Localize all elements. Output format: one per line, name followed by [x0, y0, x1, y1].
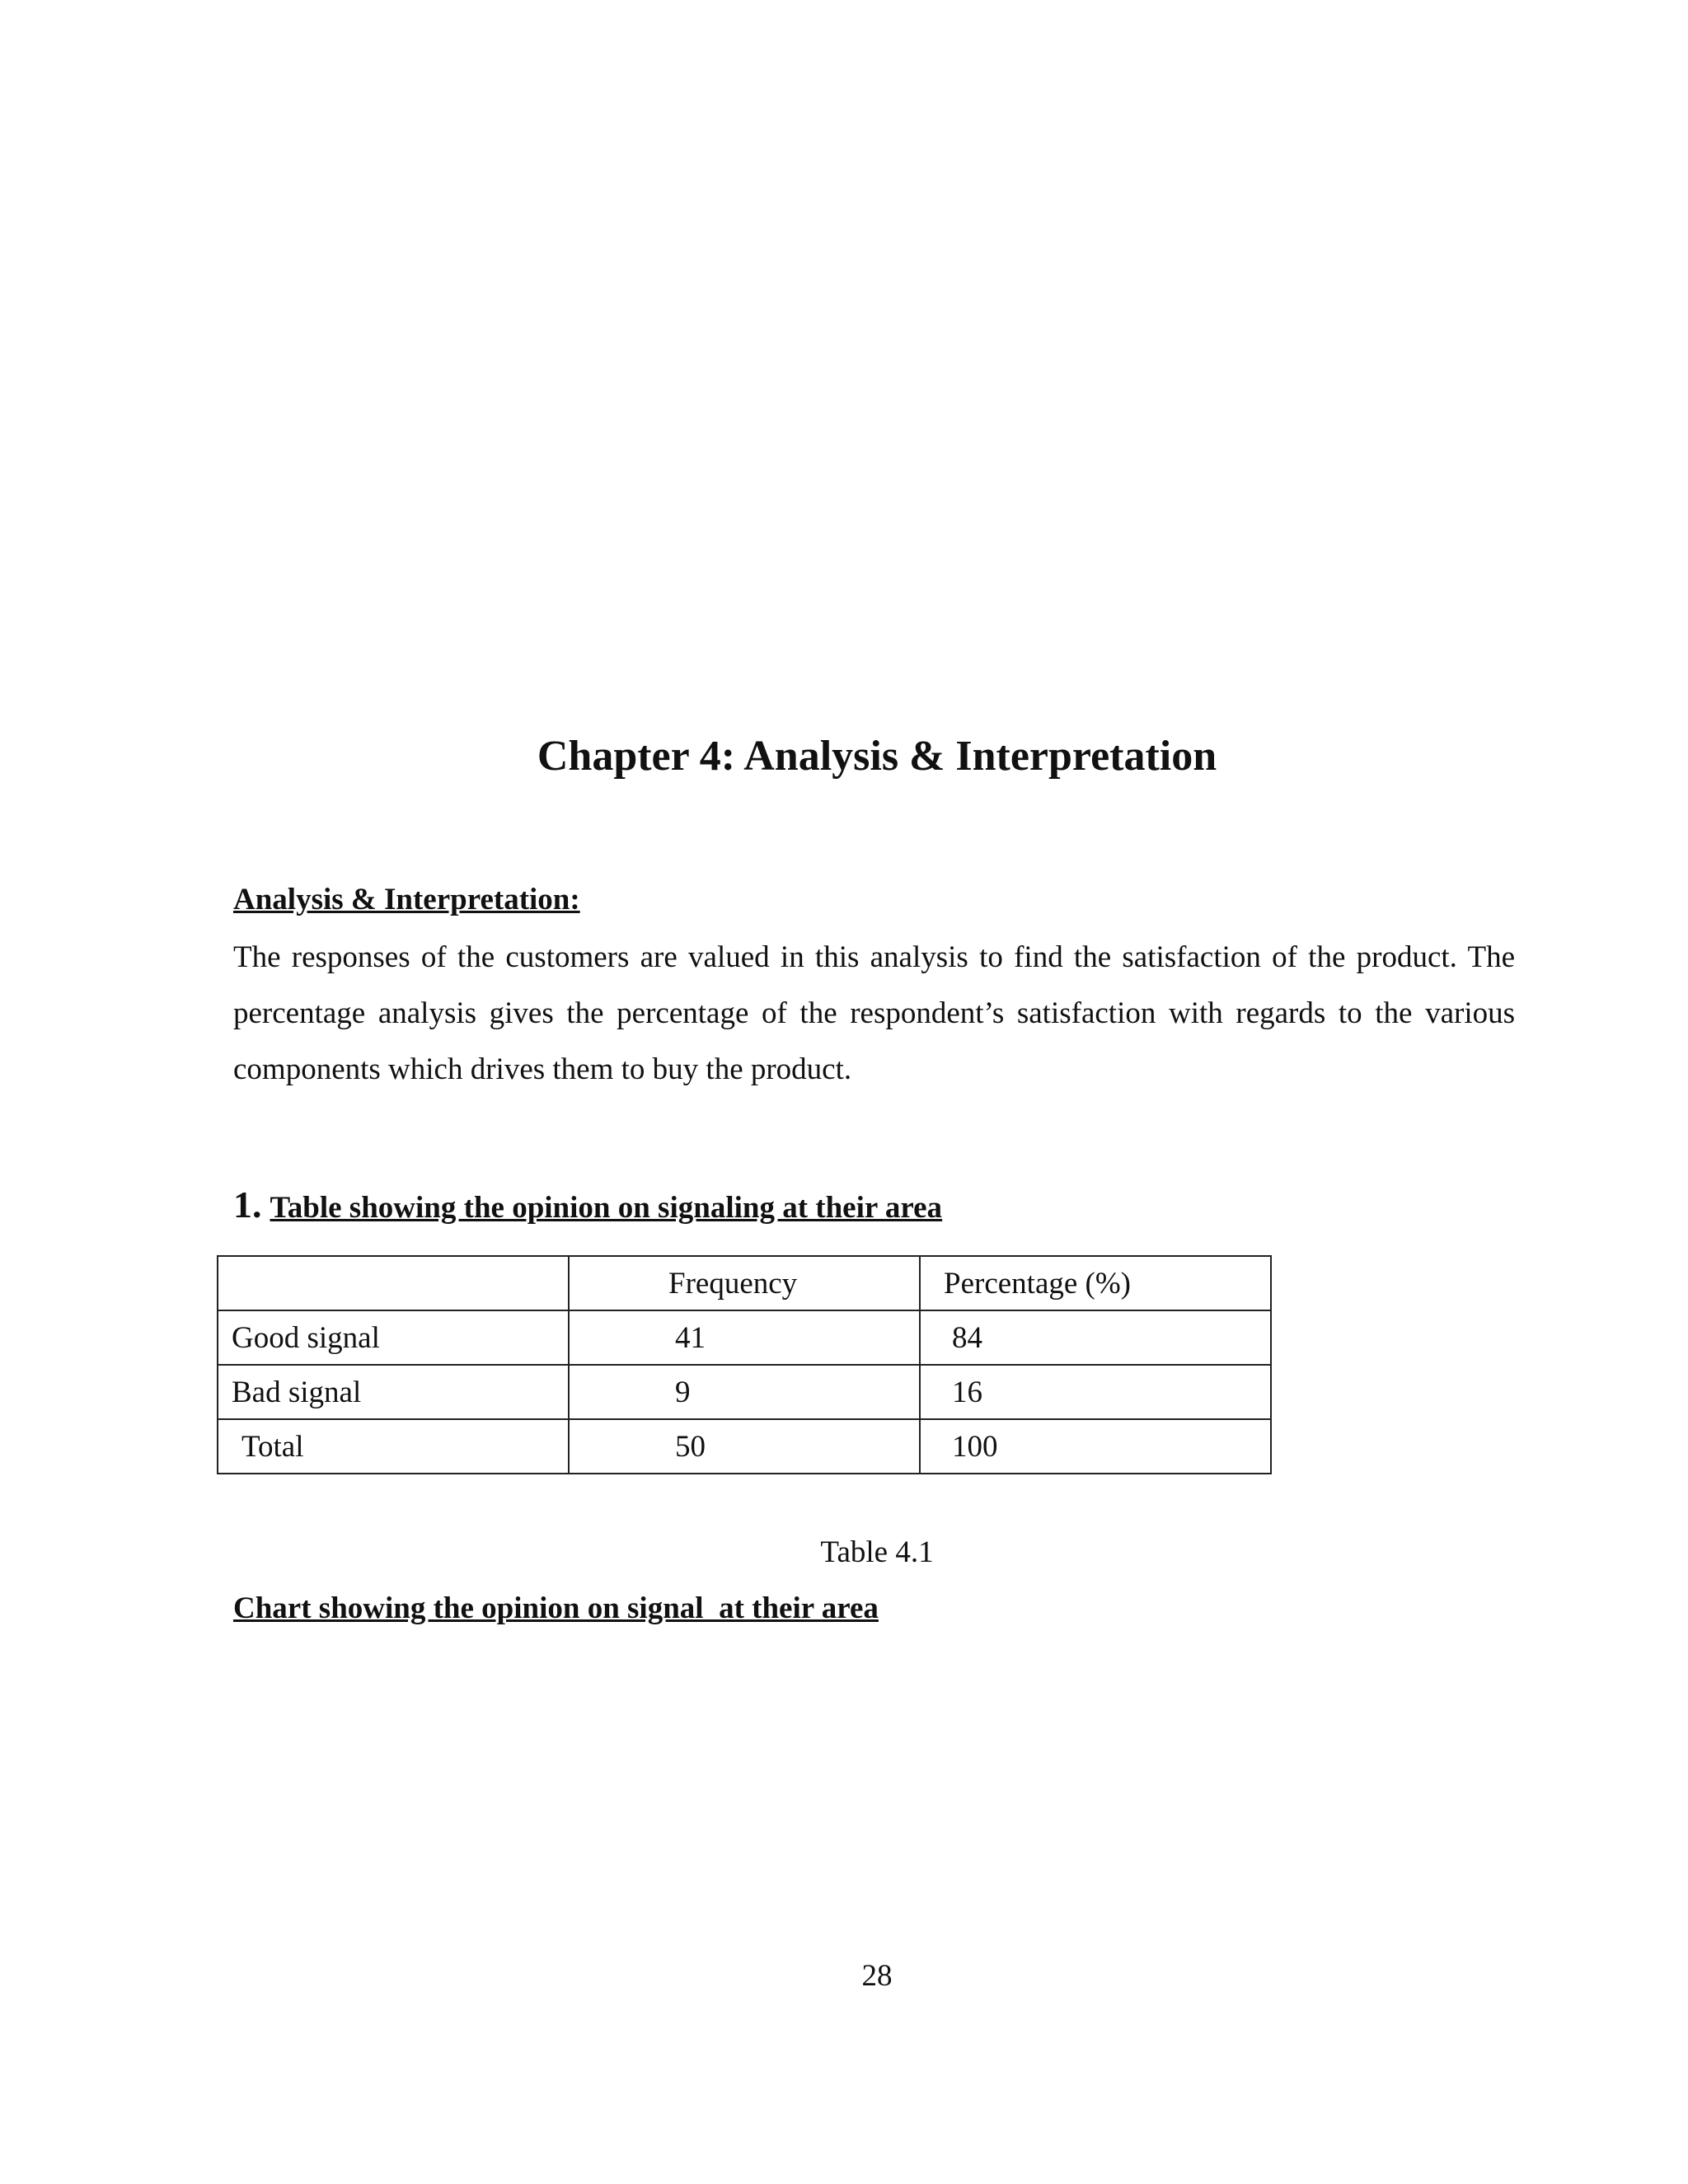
section-heading: Analysis & Interpretation:: [233, 883, 580, 916]
table-heading: [233, 1180, 1515, 1239]
table-row: [218, 1419, 1271, 1474]
row-percentage: 84: [920, 1310, 1271, 1365]
item-title: Table showing the opinion on signaling at their area: [270, 1191, 943, 1225]
row-label: Good signal: [218, 1310, 569, 1365]
page-number: 28: [861, 1959, 893, 1993]
table-caption: Table 4.1: [820, 1535, 934, 1569]
chart-heading: Chart showing the opinion on signal at their area: [233, 1591, 879, 1625]
item-number: 1.: [233, 1183, 262, 1226]
table-row: [218, 1310, 1271, 1365]
header-frequency: Frequency: [569, 1256, 920, 1310]
row-percentage: 16: [920, 1365, 1271, 1419]
row-frequency: 41: [569, 1310, 920, 1365]
intro-paragraph: The responses of the customers are valued in this analysis to find the satisfaction of the product. The percentage analysis gives the percentage of the respondent’s satisfaction with regards to the various components which drives them to buy the product.: [233, 940, 1515, 1086]
chapter-title: Chapter 4: Analysis & Interpretation: [537, 733, 1217, 780]
row-frequency: 9: [569, 1365, 920, 1419]
signal-opinion-table: [217, 1255, 1272, 1474]
row-label: Bad signal: [218, 1365, 569, 1419]
header-empty: [218, 1256, 569, 1310]
row-frequency: 50: [569, 1419, 920, 1474]
table-row: [218, 1365, 1271, 1419]
row-percentage: 100: [920, 1419, 1271, 1474]
header-percentage: Percentage (%): [920, 1256, 1271, 1310]
row-label: Total: [218, 1419, 569, 1474]
table-header-row: [218, 1256, 1271, 1310]
